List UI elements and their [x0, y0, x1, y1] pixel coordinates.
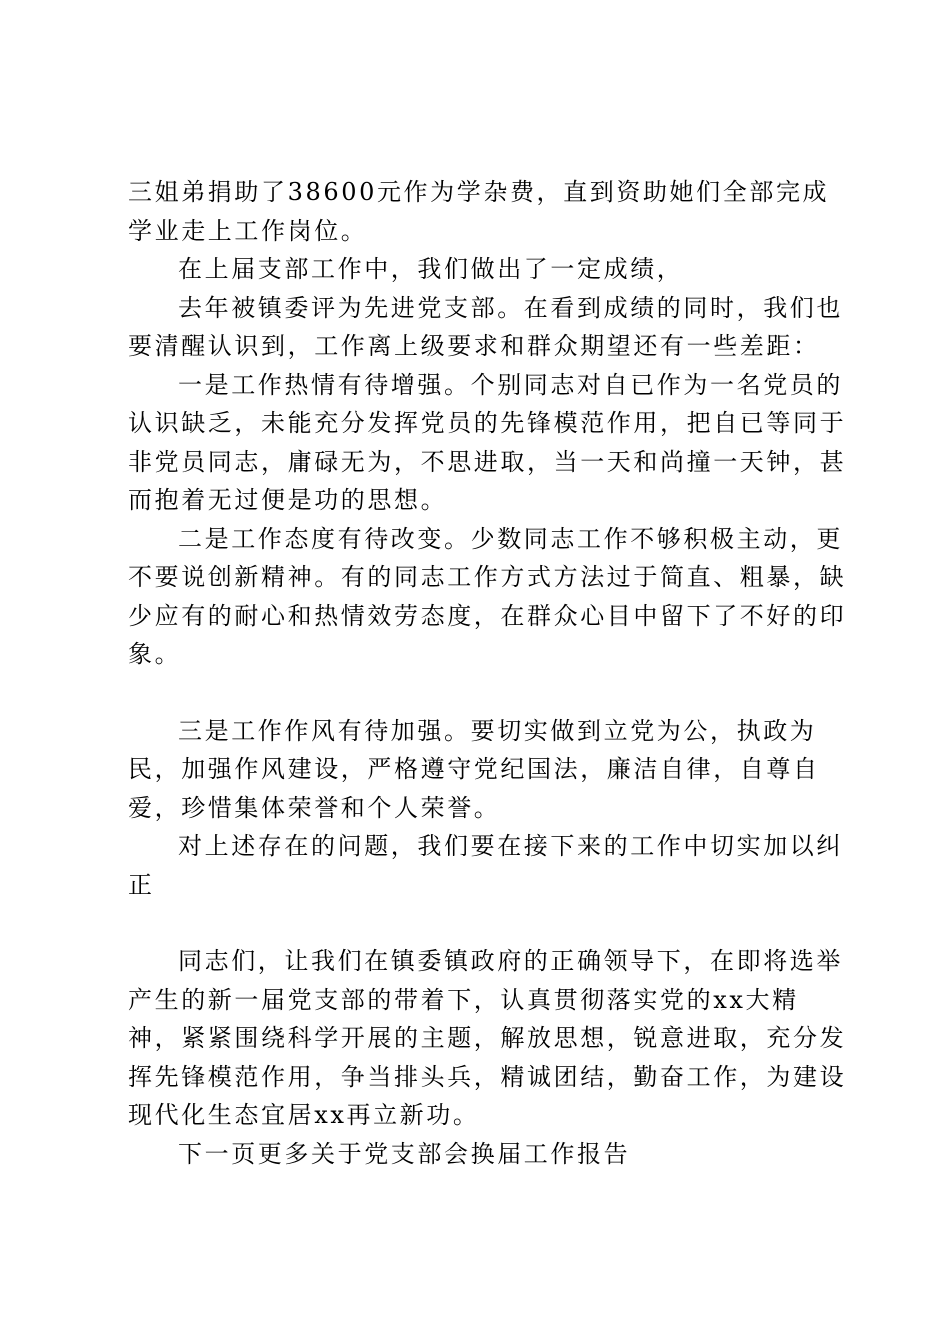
- paragraph-problem-three: 三是工作作风有待加强。要切实做到立党为公，执政为民，加强作风建设，严格遵守党纪国法，廉洁自律，自尊自爱，珍惜集体荣誉和个人荣誉。: [128, 716, 820, 822]
- paragraph-donation: 三姐弟捐助了38600元作为学杂费，直到资助她们全部完成学业走上工作岗位。: [128, 178, 830, 245]
- paragraph-correction: 对上述存在的问题，我们要在接下来的工作中切实加以纠正: [128, 832, 843, 899]
- paragraph-problem-one: 一是工作热情有待增强。个别同志对自已作为一名党员的认识缺乏，未能充分发挥党员的先锋模范作用，把自已等同于非党员同志，庸碌无为，不思进取，当一天和尚撞一天钟，甚而抱着无过便是功的思想。: [128, 370, 847, 514]
- paragraph-problem-two: 二是工作态度有待改变。少数同志工作不够积极主动，更不要说创新精神。有的同志工作方式方法过于简直、粗暴，缺少应有的耐心和热情效劳态度，在群众心目中留下了不好的印象。: [128, 524, 847, 668]
- paragraph-next-page-note: 下一页更多关于党支部会换届工作报告: [178, 1139, 631, 1168]
- document-body: [128, 173, 848, 1173]
- paragraph-recognition: 去年被镇委评为先进党支部。在看到成绩的同时，我们也要清醒认识到，工作离上级要求和群众期望还有一些差距：: [128, 293, 843, 360]
- paragraph-closing-call: 同志们，让我们在镇委镇政府的正确领导下，在即将选举产生的新一届党支部的带着下，认真贯彻落实党的xx大精神，紧紧围绕科学开展的主题，解放思想，锐意进取，充分发挥先锋模范作用，争当排头兵，精诚团结，勤奋工作，为建设现代化生态宜居xx再立新功。: [128, 947, 847, 1129]
- paragraph-achievements: 在上届支部工作中，我们做出了一定成绩，: [178, 255, 684, 283]
